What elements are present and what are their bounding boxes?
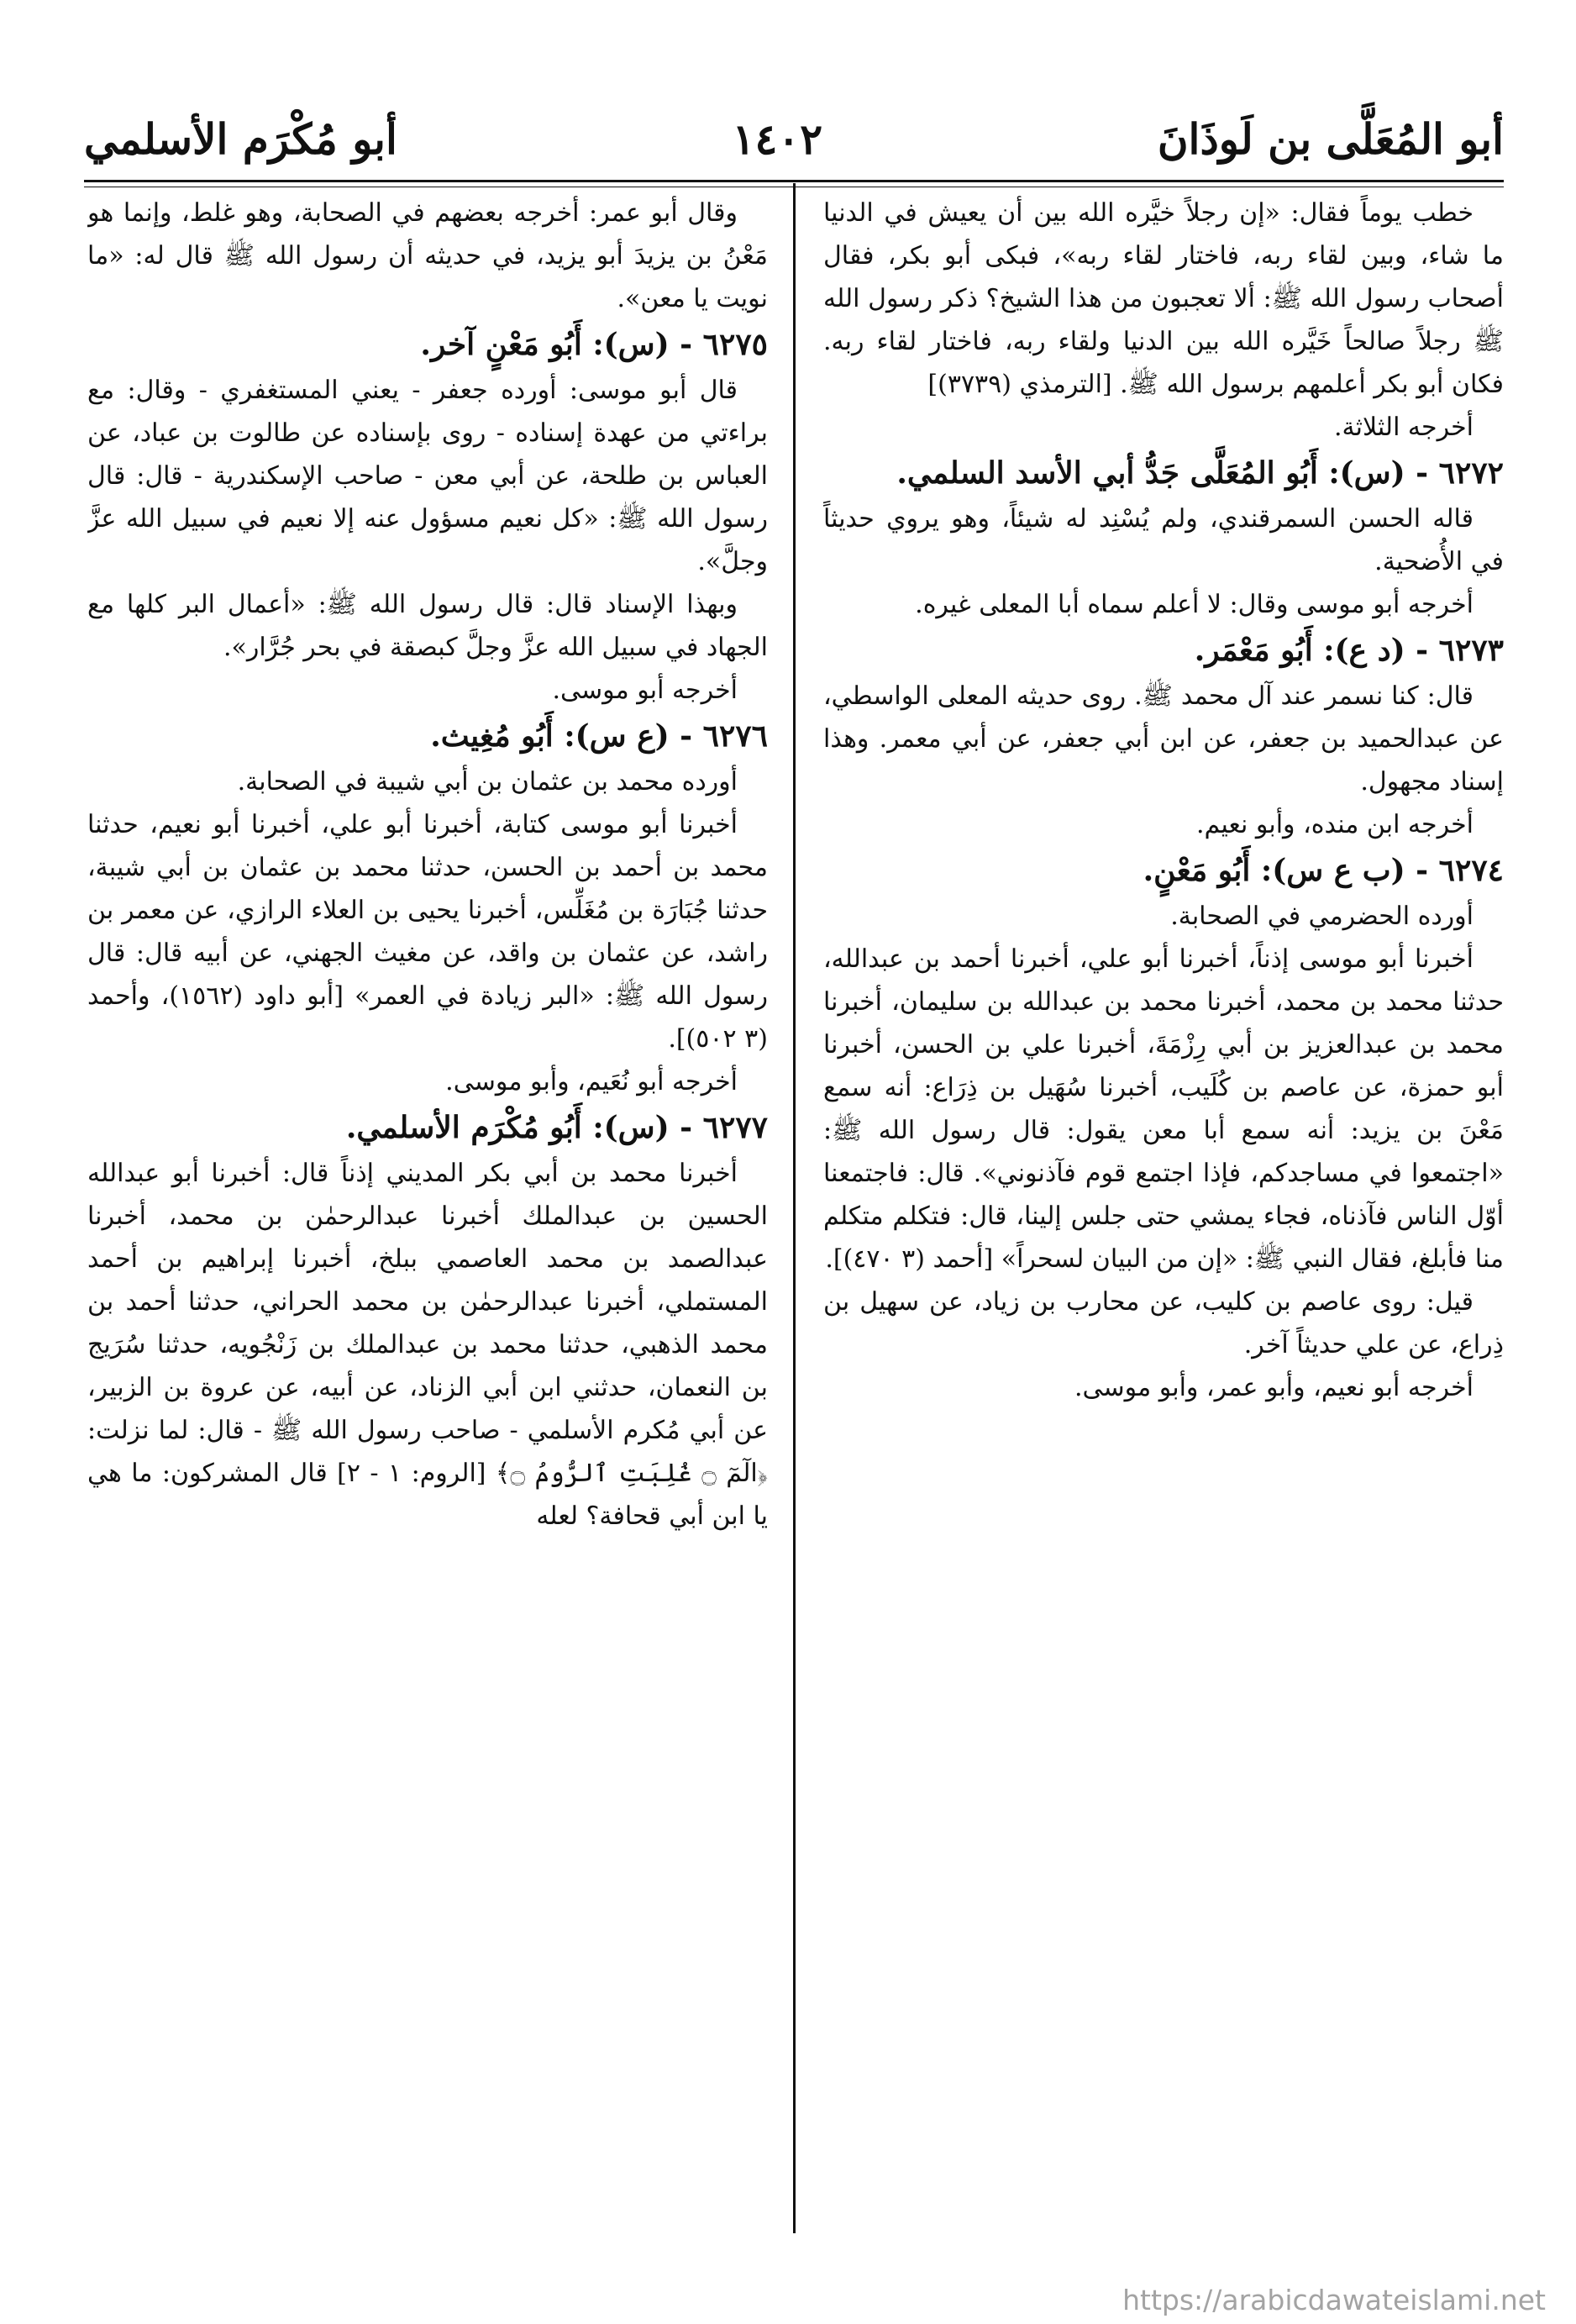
header-title-right: أبو المُعَلَّى بن لَوذَانَ bbox=[1157, 113, 1504, 164]
paragraph: وقال أبو عمر: أخرجه بعضهم في الصحابة، وهو غلط، وإنما هو مَعْنُ بن يزيدَ أبو يزيد، في حديثه أن رسول الله ﷺ قال له: «ما نويت يا معن». bbox=[87, 198, 768, 313]
paragraph: قال أبو موسى: أورده جعفر - يعني المستغفري - وقال: مع براءتي من عهدة إسناده - روى بإسناده عن طالوت بن عباد، عن العباس بن طلحة، عن أبي معن - صاحب الإسكندرية - قال: قال رسول الله ﷺ: «كل نعيم مسؤول عنه إلا نعيم في سبيل الله عزَّ وجلَّ». bbox=[87, 376, 768, 576]
entry-heading: ٦٢٧٢ - (س): أَبُو المُعَلَّى جَدُّ أبي الأسد السلمي. bbox=[896, 455, 1504, 491]
entry-heading: ٦٢٧٤ - (ب ع س): أَبُو مَعْنٍ. bbox=[1143, 853, 1504, 888]
watermark-url: https://arabicdawateislami.net bbox=[1122, 2284, 1546, 2316]
paragraph: أخبرنا محمد بن أبي بكر المديني إذناً قال: أخبرنا أبو عبدالله الحسين بن عبدالملك أخبرنا عبدالرحمٰن بن محمد، أخبرنا عبدالصمد بن محمد العاصمي ببلخ، أخبرنا إبراهيم بن أحمد المستملي، أخبرنا عبدالرحمٰن بن محمد الحراني، حدثنا أحمد بن محمد الذهبي، حدثنا محمد بن عبدالملك بن زَنْجُويه، حدثنا سُرَيج بن النعمان، حدثني ابن أبي الزناد، عن أبيه، عن عروة بن الزبير، عن أبي مُكرم الأسلمي - صاحب رسول الله ﷺ - قال: لما نزلت: ﴿الٓمٓ ۝ غُلِبَتِ ٱلرُّومُ ۝﴾ [الروم: ١ - ٢] قال المشركون: ما هي يا ابن أبي قحافة؟ لعله bbox=[87, 1159, 768, 1531]
running-header bbox=[84, 101, 1504, 176]
left-column bbox=[87, 192, 768, 2233]
paragraph: أورده الحضرمي في الصحابة. bbox=[1170, 902, 1474, 931]
paragraph: أخرجه أبو نعيم، وأبو عمر، وأبو موسى. bbox=[1074, 1373, 1474, 1402]
paragraph: أخبرنا أبو موسى كتابة، أخبرنا أبو علي، أخبرنا أبو نعيم، حدثنا محمد بن أحمد بن الحسن، حدثنا محمد بن عثمان بن أبي شيبة، حدثنا جُبَارَة بن مُغَلِّس، أخبرنا يحيى بن العلاء الرازي، عن معمر بن راشد، عن عثمان بن واقد، عن مغيث الجهني، عن أبيه قال: قال رسول الله ﷺ: «البر زيادة في العمر» [أبو داود (١٥٦٢)، وأحمد (٣ ٥٠٢)]. bbox=[87, 810, 768, 1054]
paragraph: أورده محمد بن عثمان بن أبي شيبة في الصحابة. bbox=[237, 767, 738, 797]
entry-heading: ٦٢٧٧ - (س): أَبُو مُكْرَم الأسلمي. bbox=[345, 1110, 768, 1145]
paragraph: خطب يوماً فقال: «إن رجلاً خيَّره الله بين أن يعيش في الدنيا ما شاء، وبين لقاء ربه، فاختار لقاء ربه»، فبكى أبو بكر، فقال أصحاب رسول الله ﷺ: ألا تعجبون من هذا الشيخ؟ ذكر رسول الله ﷺ رجلاً صالحاً خَيَّره الله بين الدنيا ولقاء ربه، فاختار لقاء ربه. فكان أبو بكر أعلمهم برسول الله ﷺ. [الترمذي (٣٧٣٩)] bbox=[823, 198, 1504, 399]
page-number: ١٤٠٢ bbox=[732, 113, 823, 164]
paragraph: قاله الحسن السمرقندي، ولم يُسْنِد له شيئاً، وهو يروي حديثاً في الأُضحية. bbox=[823, 504, 1504, 576]
header-title-left: أبو مُكْرَم الأسلمي bbox=[84, 113, 397, 164]
entry-heading: ٦٢٧٣ - (د ع): أَبُو مَعْمَر. bbox=[1194, 633, 1504, 668]
paragraph: وبهذا الإسناد قال: قال رسول الله ﷺ: «أعمال البر كلها مع الجهاد في سبيل الله عزَّ وجلَّ كبصقة في بحر جُرَّار». bbox=[87, 590, 768, 662]
paragraph: أخرجه أبو نُعَيم، وأبو موسى. bbox=[445, 1067, 738, 1096]
right-column bbox=[823, 192, 1504, 2233]
paragraph: قال: كنا نسمر عند آل محمد ﷺ. روى حديثه المعلى الواسطي، عن عبدالحميد بن جعفر، عن ابن أبي جعفر، عن أبي معمر. وهذا إسناد مجهول. bbox=[823, 681, 1504, 797]
paragraph: قيل: روى عاصم بن كليب، عن محارب بن زياد، عن سهيل بن ذِراع، عن علي حديثاً آخر. bbox=[823, 1287, 1504, 1359]
paragraph: أخبرنا أبو موسى إذناً، أخبرنا أبو علي، أخبرنا أحمد بن عبدالله، حدثنا محمد بن محمد، أخبرنا محمد بن عبدالله بن سليمان، أخبرنا محمد بن عبدالعزيز بن أبي رِزْمَةَ، أخبرنا علي بن الحسن، أخبرنا أبو حمزة، عن عاصم بن كُلَيب، أخبرنا سُهَيل بن ذِرَاع: أنه سمع مَعْنَ بن يزيد: أنه سمع أبا معن يقول: قال رسول الله ﷺ: «اجتمعوا في مساجدكم، فإذا اجتمع قوم فآذنوني». قال: فاجتمعنا أوّل الناس فآذناه، فجاء يمشي حتى جلس إلينا، قال: فتكلم متكلم منا فأبلغ، فقال النبي ﷺ: «إن من البيان لسحراً» [أحمد (٣ ٤٧٠)]. bbox=[823, 944, 1504, 1274]
paragraph: أخرجه أبو موسى وقال: لا أعلم سماه أبا المعلى غيره. bbox=[915, 590, 1474, 619]
paragraph: أخرجه ابن منده، وأبو نعيم. bbox=[1195, 810, 1474, 839]
entry-heading: ٦٢٧٦ - (ع س): أَبُو مُغِيث. bbox=[430, 718, 768, 754]
column-divider bbox=[793, 183, 796, 2233]
header-rule bbox=[84, 180, 1504, 182]
paragraph: أخرجه الثلاثة. bbox=[1334, 413, 1474, 442]
entry-heading: ٦٢٧٥ - (س): أَبُو مَعْنٍ آخر. bbox=[420, 327, 768, 362]
paragraph: أخرجه أبو موسى. bbox=[552, 676, 738, 705]
